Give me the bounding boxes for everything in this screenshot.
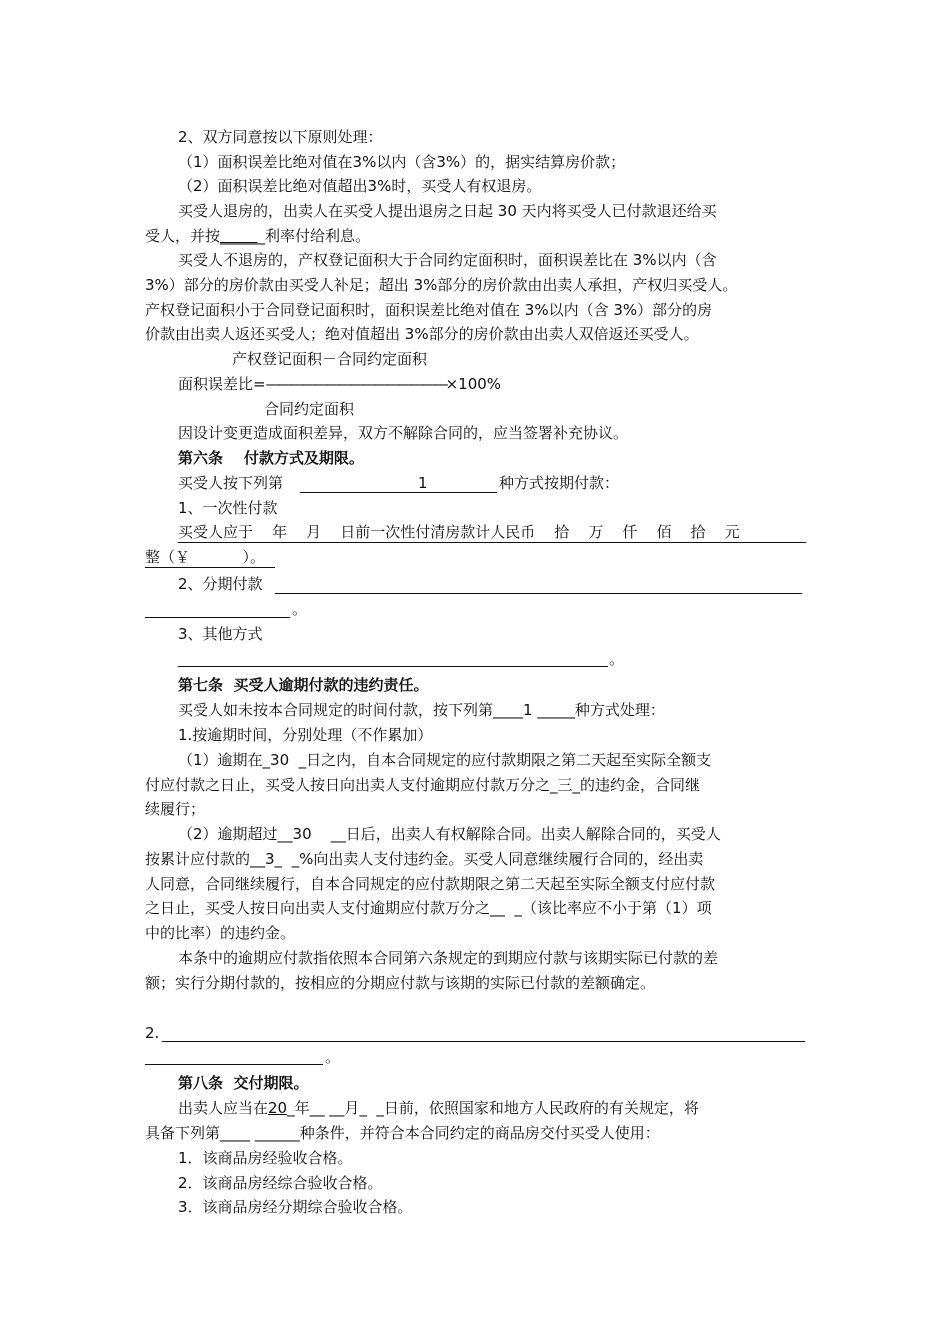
clause-2-heading: 2、双方同意按以下原则处理： [178, 128, 383, 146]
option-1-underline-2 [145, 567, 275, 568]
article-8-line1: 出卖人应当在20_年__ __月_ _日前，依照国家和地方人民政府的有关规定，将 [178, 1099, 699, 1117]
condition-1: 1．该商品房经验收合格。 [178, 1149, 353, 1167]
option-1-line2: 整（￥ ）。 [145, 548, 265, 566]
article-6-choice-line: 买受人按下列第 [178, 474, 284, 492]
article-7-s2-line4: 之日止，买受人按日向出卖人支付逾期应付款万分之__ _（该比率应不小于第（1）项 [145, 899, 712, 917]
article-7-s2-line2: 按累计应付款的__3_ _%向出卖人支付违约金。买受人同意继续履行合同的，经出卖 [145, 850, 704, 868]
article-6-choice-suffix: 种方式按期付款： [499, 474, 620, 492]
refund-paragraph-line1: 买受人退房的，出卖人在买受人提出退房之日起 30 天内将买受人已付款退还给买 [178, 202, 717, 220]
article-7-s2-line5: 中的比率）的违约金。 [145, 924, 296, 942]
article-7-s1-line1: （1）逾期在_30 _日之内，自本合同规定的应付款期限之第二天起至实际全额支 [178, 751, 712, 769]
clause-2-2: （2）面积误差比绝对值超出3%时，买受人有权退房。 [178, 177, 542, 195]
option-1-title: 1、一次性付款 [178, 499, 278, 517]
clause-2-1: （1）面积误差比绝对值在3%以内（含3%）的，据实结算房价款； [178, 153, 626, 171]
article-7-item-2-blank-2 [145, 1064, 323, 1065]
option-3-end: 。 [609, 650, 625, 668]
option-3-blank [178, 666, 608, 667]
article-6-choice-underline [300, 492, 497, 493]
design-change-note: 因设计变更造成面积差异，双方不解除合同的，应当签署补充协议。 [178, 424, 629, 442]
refund-paragraph-line2: 受人，并按______利率付给利息。 [145, 227, 371, 245]
option-2-end: 。 [292, 600, 308, 618]
option-1-underline-1 [178, 542, 806, 543]
option-3-title: 3、其他方式 [178, 625, 263, 643]
article-7-item-2-end: 。 [325, 1048, 341, 1066]
article-8-line2: 具备下列第____ ______种条件，并符合本合同约定的商品房交付买受人使用： [145, 1124, 660, 1142]
article-7-item-1: 1.按逾期时间，分别处理（不作累加） [178, 726, 433, 744]
formula-denominator: 合同约定面积 [264, 400, 355, 418]
article-7-s1-line3: 续履行； [145, 800, 206, 818]
no-refund-paragraph-line3: 产权登记面积小于合同登记面积时，面积误差比绝对值在 3%以内（含 3%）部分的房 [145, 301, 713, 319]
article-7-heading: 第七条 买受人逾期付款的违约责任。 [178, 676, 429, 694]
condition-2: 2．该商品房经综合验收合格。 [178, 1174, 383, 1192]
article-7-s1-line2: 付应付款之日止，买受人按日向出卖人支付逾期应付款万分之_三_的违约金，合同继 [145, 776, 701, 794]
no-refund-paragraph-line2: 3%）部分的房价款由买受人补足；超出 3%部分的房价款由出卖人承担，产权归买受人。 [145, 276, 738, 294]
no-refund-paragraph-line1: 买受人不退房的，产权登记面积大于合同约定面积时，面积误差比在 3%以内（含 [178, 251, 717, 269]
option-2-blank-1 [275, 593, 802, 594]
option-2-blank-2 [145, 617, 290, 618]
formula-line: 面积误差比=———————————————×100% [178, 375, 502, 393]
article-6-heading: 第六条 付款方式及期限。 [178, 449, 364, 467]
option-2-title: 2、分期付款 [178, 575, 263, 593]
condition-3: 3．该商品房经分期综合验收合格。 [178, 1198, 413, 1216]
article-7-item-2: 2. [145, 1024, 160, 1042]
article-7-note-line1: 本条中的逾期应付款指依照本合同第六条规定的到期应付款与该期实际已付款的差 [178, 949, 719, 967]
article-8-heading: 第八条 交付期限。 [178, 1074, 309, 1092]
formula-numerator: 产权登记面积－合同约定面积 [232, 350, 428, 368]
option-1-line1: 买受人应于 年 月 日前一次性付清房款计人民币 拾 万 仟 佰 拾 元 [178, 523, 740, 541]
article-7-note-line2: 额；实行分期付款的，按相应的分期应付款与该期的实际已付款的差额确定。 [145, 974, 656, 992]
article-7-s2-line1: （2）逾期超过__30 __日后，出卖人有权解除合同。出卖人解除合同的，买受人 [178, 825, 721, 843]
article-7-item-2-blank-1 [162, 1041, 805, 1042]
no-refund-paragraph-line4: 价款由出卖人返还买受人；绝对值超出 3%部分的房价款由出卖人双倍返还买受人。 [145, 325, 699, 343]
article-6-choice-value: 1 [418, 474, 428, 492]
article-7-s2-line3: 人同意，合同继续履行，自本合同规定的应付款期限之第二天起至实际全额支付应付款 [145, 875, 716, 893]
article-7-choice-line: 买受人如未按本合同规定的时间付款，按下列第____1 _____种方式处理： [178, 701, 665, 719]
